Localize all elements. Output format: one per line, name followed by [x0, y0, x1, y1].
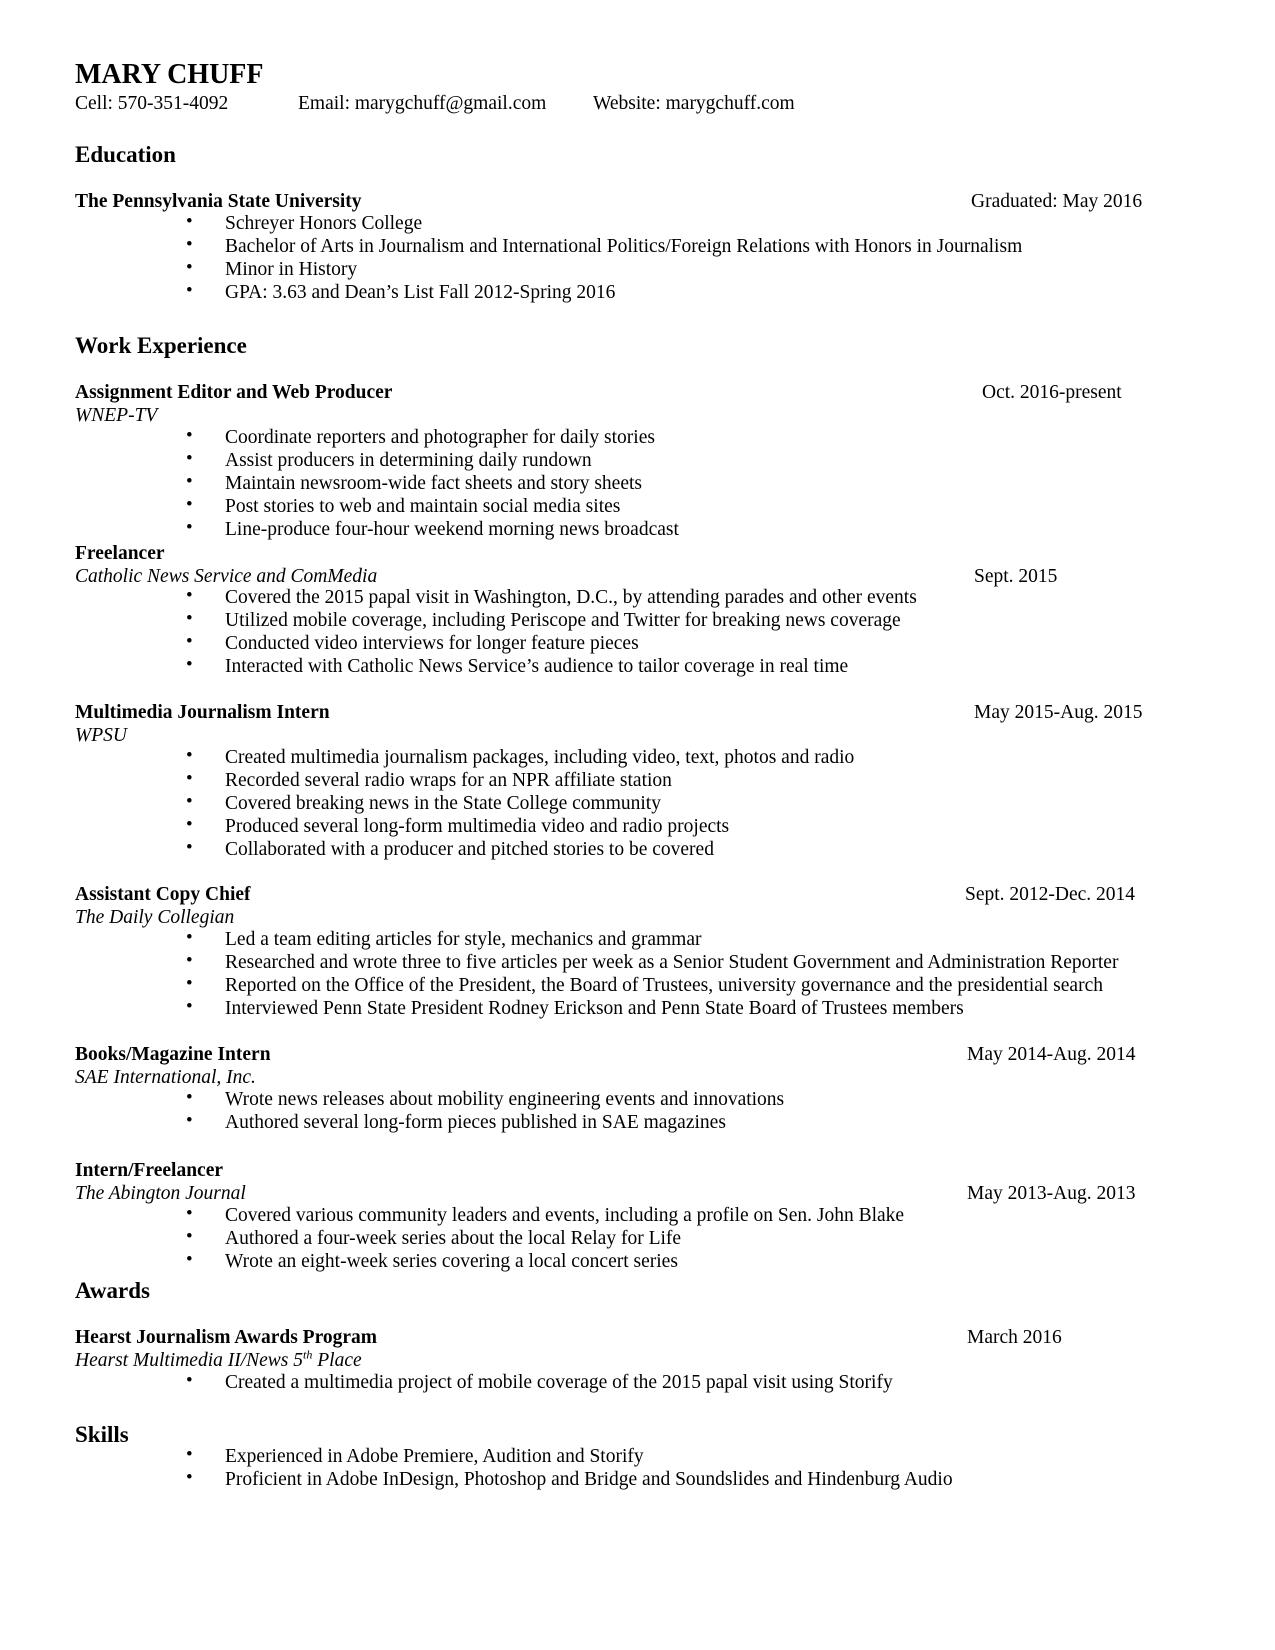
- list-item: • GPA: 3.63 and Dean’s List Fall 2012-Spring 2016: [0, 282, 1022, 305]
- list-item: • Experienced in Adobe Premiere, Audition and Storify: [0, 1446, 953, 1469]
- education-date: Graduated: May 2016: [971, 191, 1143, 212]
- award-category: Hearst Multimedia II/News 5th Place: [75, 1347, 362, 1371]
- education-bullets: [0, 213, 1022, 305]
- list-item: • Recorded several radio wraps for an NPR affiliate station: [0, 770, 854, 793]
- job-date: Sept. 2012-Dec. 2014: [965, 884, 1136, 905]
- job-organization: SAE International, Inc.: [75, 1067, 256, 1088]
- award-title: Hearst Journalism Awards Program: [75, 1327, 378, 1348]
- job-title: Multimedia Journalism Intern: [75, 702, 330, 723]
- job-title: Assistant Copy Chief: [75, 884, 251, 905]
- cell-phone: Cell: 570-351-4092: [75, 93, 229, 114]
- list-item: • Wrote an eight-week series covering a local concert series: [0, 1251, 904, 1274]
- list-item: • Reported on the Office of the President, the Board of Trustees, university governance and the presidential search: [0, 975, 1118, 998]
- job-bullets: [0, 587, 917, 679]
- website-address: Website: marygchuff.com: [593, 93, 795, 114]
- job-organization: Catholic News Service and ComMedia: [75, 566, 378, 587]
- education-school: The Pennsylvania State University: [75, 191, 362, 212]
- job-date: Oct. 2016-present: [982, 382, 1122, 403]
- list-item: • Covered various community leaders and events, including a profile on Sen. John Blake: [0, 1205, 904, 1228]
- skills-bullets: [0, 1446, 953, 1492]
- job-title: Books/Magazine Intern: [75, 1044, 271, 1065]
- list-item: • Conducted video interviews for longer feature pieces: [0, 633, 917, 656]
- job-title: Freelancer: [75, 543, 165, 564]
- list-item: • Collaborated with a producer and pitched stories to be covered: [0, 839, 854, 862]
- list-item: • Bachelor of Arts in Journalism and International Politics/Foreign Relations with Honors in Journalism: [0, 236, 1022, 259]
- job-organization: The Abington Journal: [75, 1183, 246, 1204]
- list-item: • Researched and wrote three to five articles per week as a Senior Student Government and Administration Reporter: [0, 952, 1118, 975]
- list-item: • Utilized mobile coverage, including Periscope and Twitter for breaking news coverage: [0, 610, 917, 633]
- award-date: March 2016: [967, 1327, 1062, 1348]
- list-item: • Coordinate reporters and photographer for daily stories: [0, 427, 679, 450]
- job-bullets: [0, 1205, 904, 1274]
- list-item: • Covered the 2015 papal visit in Washington, D.C., by attending parades and other events: [0, 587, 917, 610]
- job-date: May 2014-Aug. 2014: [967, 1044, 1136, 1065]
- list-item: • Wrote news releases about mobility engineering events and innovations: [0, 1089, 784, 1112]
- job-title: Assignment Editor and Web Producer: [75, 382, 393, 403]
- resume-name: MARY CHUFF: [75, 59, 264, 90]
- job-date: May 2015-Aug. 2015: [974, 702, 1143, 723]
- section-heading-skills: Skills: [75, 1422, 129, 1447]
- list-item: • Interviewed Penn State President Rodney Erickson and Penn State Board of Trustees members: [0, 998, 1118, 1021]
- list-item: • Authored a four-week series about the local Relay for Life: [0, 1228, 904, 1251]
- list-item: • Schreyer Honors College: [0, 213, 1022, 236]
- list-item: • Created a multimedia project of mobile coverage of the 2015 papal visit using Storify: [0, 1372, 893, 1395]
- list-item: • Authored several long-form pieces published in SAE magazines: [0, 1112, 784, 1135]
- list-item: • Post stories to web and maintain social media sites: [0, 496, 679, 519]
- job-bullets: [0, 929, 1118, 1021]
- job-organization: WNEP-TV: [75, 405, 158, 426]
- section-heading-work: Work Experience: [75, 333, 247, 358]
- list-item: • Assist producers in determining daily rundown: [0, 450, 679, 473]
- list-item: • Minor in History: [0, 259, 1022, 282]
- list-item: • Produced several long-form multimedia video and radio projects: [0, 816, 854, 839]
- list-item: • Covered breaking news in the State College community: [0, 793, 854, 816]
- job-date: May 2013-Aug. 2013: [967, 1183, 1136, 1204]
- job-bullets: [0, 427, 679, 541]
- section-heading-education: Education: [75, 142, 176, 167]
- job-title: Intern/Freelancer: [75, 1160, 224, 1181]
- job-organization: WPSU: [75, 725, 127, 746]
- list-item: • Proficient in Adobe InDesign, Photoshop and Bridge and Soundslides and Hindenburg Audio: [0, 1469, 953, 1492]
- email-address: Email: marygchuff@gmail.com: [298, 93, 547, 114]
- award-bullets: [0, 1372, 893, 1395]
- list-item: • Interacted with Catholic News Service’s audience to tailor coverage in real time: [0, 656, 917, 679]
- job-bullets: [0, 1089, 784, 1135]
- list-item: • Created multimedia journalism packages, including video, text, photos and radio: [0, 747, 854, 770]
- job-organization: The Daily Collegian: [75, 907, 235, 928]
- job-date: Sept. 2015: [974, 566, 1058, 587]
- job-bullets: [0, 747, 854, 861]
- list-item: • Maintain newsroom-wide fact sheets and story sheets: [0, 473, 679, 496]
- section-heading-awards: Awards: [75, 1278, 150, 1303]
- list-item: • Led a team editing articles for style, mechanics and grammar: [0, 929, 1118, 952]
- list-item: • Line-produce four-hour weekend morning news broadcast: [0, 519, 679, 542]
